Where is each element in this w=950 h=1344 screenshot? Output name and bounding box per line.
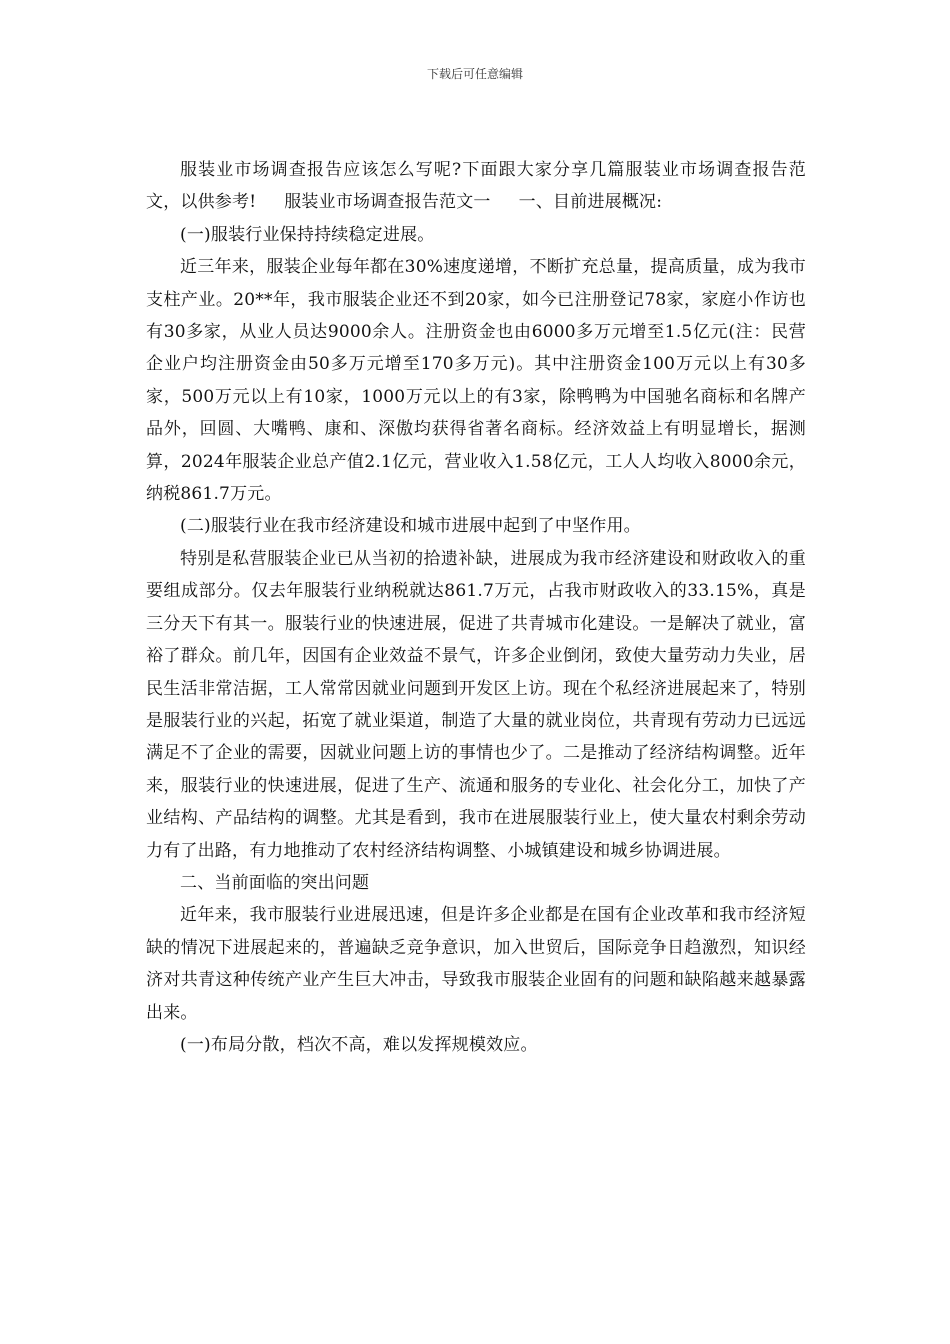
section-heading-1: 一、目前进展概况: [518,192,663,213]
article-title: 服装业市场调查报告范文一 [284,192,491,213]
subheading-2: (二)服装行业在我市经济建设和城市进展中起到了中坚作用。 [180,516,641,537]
subheading-1: (一)服装行业保持持续稳定进展。 [180,224,435,245]
document-body [146,154,806,1061]
body-paragraph: 特别是私营服装企业已从当初的拾遗补缺，进展成为我市经济建设和财政收入的重要组成部分。仅去年服装行业纳税就达861.7万元，占我市财政收入的33.15%，真是三分天下有其一。服装行业的快速进展，促进了共青城市化建设。一是解决了就业，富裕了群众。前几年，因国有企业效益不景气，许多企业倒闭，致使大量劳动力失业，居民生活非常洁据，工人常常因就业问题到开发区上访。现在个私经济进展起来了，特别是服装行业的兴起，拓宽了就业渠道，制造了大量的就业岗位，共青现有劳动力已远远满足不了企业的需要，因就业问题上访的事情也少了。二是推动了经济结构调整。近年来，服装行业的快速进展，促进了生产、流通和服务的专业化、社会化分工，加快了产业结构、产品结构的调整。尤其是看到，我市在进展服装行业上，使大量农村剩余劳动力有了出路，有力地推动了农村经济结构调整、小城镇建设和城乡协调进展。 [146,548,806,861]
body-paragraph: 近三年来，服装企业每年都在30%速度递增，不断扩充总量，提高质量，成为我市支柱产业。20**年，我市服装企业还不到20家，如今已注册登记78家，家庭小作访也有30多家，从业人员达9000余人。注册资金也由6000多万元增至1.5亿元(注：民营企业户均注册资金由50多万元增至170多万元)。其中注册资金100万元以上有30多家，500万元以上有10家，1000万元以上的有3家，除鸭鸭为中国驰名商标和名牌产品外，回圆、大嘴鸭、康和、深傲均获得省著名商标。经济效益上有明显增长，据测算，2024年服装企业总产值2.1亿元，营业收入1.58亿元，工人人均收入8000余元，纳税861.7万元。 [146,257,806,505]
intro-paragraph [146,154,806,219]
subheading-3: (一)布局分散，档次不高，难以发挥规模效应。 [180,1034,538,1055]
intro-text: 服装业市场调查报告应该怎么写呢?下面跟大家分享几篇服装业市场调查报告范文，以供参考! [146,160,806,213]
body-paragraph: 近年来，我市服装行业进展迅速，但是许多企业都是在国有企业改革和我市经济短缺的情况下进展起来的，普遍缺乏竞争意识，加入世贸后，国际竞争日趋激烈，知识经济对共青这种传统产业产生巨大冲击，导致我市服装企业固有的问题和缺陷越来越暴露出来。 [146,905,806,1023]
page-header: 下载后可任意编辑 [426,67,523,81]
section-heading-2: 二、当前面临的突出问题 [180,872,370,893]
